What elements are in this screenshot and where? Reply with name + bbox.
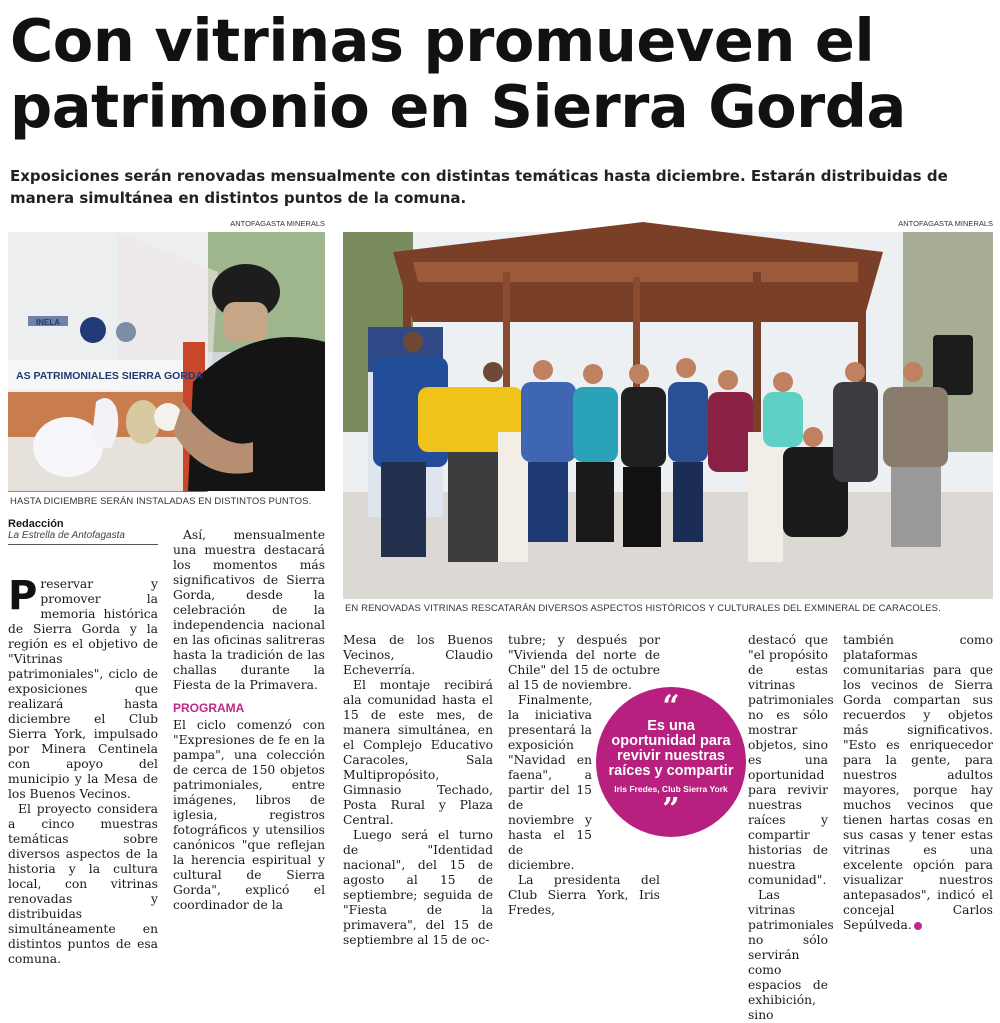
open-quote-mark: “ — [662, 689, 680, 724]
column-1-paragraph-1 — [8, 573, 158, 802]
article-column-6 — [843, 633, 993, 933]
sign-logo-text: INELA — [36, 318, 60, 327]
byline — [8, 518, 158, 545]
column-3-paragraph-1: Mesa de los Buenos Vecinos, Claudio Echeverría. — [343, 633, 493, 677]
column-2-paragraph-1: Así, mensualmente una muestra destacará los momentos más significativos de Sierra Gorda, desde la celebración de la independencia nacional en las oficinas salitreras hasta la tradición de las challas durante la Fiesta de la Primavera. — [173, 528, 325, 692]
column-1-paragraph-1-text: reservar y promover la memoria histórica de Sierra Gorda y la región es el objetivo de "Vitrinas patrimoniales", ciclo de exposiciones que realizará hasta diciembre el Club Sierra York, impulsado por Minera Centinela con apoyo del municipio y la Mesa de los Buenos Vecinos. — [8, 577, 158, 801]
photo-right-illustration — [343, 232, 993, 599]
column-4-paragraph-1: tubre; y después por "Vivienda del norte de Chile" del 15 de octubre al 15 de noviembre. — [508, 633, 660, 692]
photo-credit-right: ANTOFAGASTA MINERALS — [898, 219, 993, 228]
byline-name: Redacción — [8, 518, 64, 530]
pull-quote-author: Iris Fredes, Club Sierra York — [614, 784, 728, 794]
column-5-paragraph-1: destacó que "el propósito de estas vitrinas patrimoniales no es sólo mostrar objetos, sino es una oportunidad para revivir nuestras raíces y compartir historias de nuestra comunidad". — [748, 633, 834, 887]
pull-quote-text: Es una oportunidad para revivir nuestras raíces y compartir — [608, 718, 734, 779]
close-quote-mark: ” — [662, 792, 680, 827]
article-column-1 — [8, 573, 158, 967]
column-3-paragraph-3: Luego será el turno de "Identidad nacional", del 15 de agosto al 15 de septiembre; seguida de "Fiesta de la primavera", del 15 de septiembre al 15 de oc- — [343, 828, 493, 947]
column-6-paragraph-1 — [843, 633, 993, 933]
exhibit-sign-text: AS PATRIMONIALES SIERRA GORDA — [16, 370, 204, 382]
drop-cap: P — [8, 573, 38, 619]
pull-quote — [596, 687, 746, 837]
photo-left — [8, 232, 325, 491]
column-6-paragraph-1-text: también como plataformas comunitarias para que los vecinos de Sierra Gorda compartan sus recuerdos y objetos más significativos. "Esto es enriquecedor para la gente, para nuestros adultos mayores, porque hay muchos vecinos que tienen hartas cosas en sus casas y tener estas vitrinas es una excelente opción para visualizar nuestros antepasados", indicó el concejal Carlos Sepúlveda. — [843, 633, 993, 932]
photo-caption-right: EN RENOVADAS VITRINAS RESCATARÁN DIVERSOS ASPECTOS HISTÓRICOS Y CULTURALES DEL EXMINERAL DE CARACOLES. — [345, 603, 941, 614]
photo-right — [343, 232, 993, 599]
headline-line-2: patrimonio en Sierra Gorda — [10, 72, 906, 141]
photo-credit-left: ANTOFAGASTA MINERALS — [230, 219, 325, 228]
article-column-2 — [173, 528, 325, 913]
subheadline: Exposiciones serán renovadas mensualmente con distintas temáticas hasta diciembre. Estarán distribuidas de manera simultánea en distintos puntos de la comuna. — [10, 167, 948, 207]
byline-organization: La Estrella de Antofagasta — [8, 530, 125, 541]
column-4-paragraph-2: Finalmente, la iniciativa presentará la exposición "Navidad en faena", a partir del 15 de noviembre y hasta el 15 de diciembre. — [508, 693, 593, 872]
headline-line-1: Con vitrinas promueven el — [10, 6, 875, 75]
section-heading-programa: PROGRAMA — [173, 701, 245, 715]
column-2-paragraph-2: El ciclo comenzó con "Expresiones de fe en la pampa", una colección de cerca de 150 objetos patrimoniales, entre imágenes, libros de iglesia, registros fotográficos y utensilios canónicos "que reflejan la herencia espiritual y cultural de Sierra Gorda", explicó el coordinador de la — [173, 718, 325, 912]
article-column-3 — [343, 633, 493, 948]
headline — [10, 8, 990, 140]
column-3-paragraph-2: El montaje recibirá ala comunidad hasta el 15 de este mes, de manera simultánea, en el Complejo Educativo Caracoles, Sala Multipropósito, Gimnasio Techado, Posta Rural y Plaza Central. — [343, 678, 493, 827]
photo-left-illustration — [8, 232, 325, 491]
column-1-paragraph-2: El proyecto considera a cinco muestras temáticas sobre diversos aspectos de la historia y la cultura local, con vitrinas renovadas y distribuidas simultáneamente en distintos puntos de esa comuna. — [8, 802, 158, 966]
column-5-paragraph-2: Las vitrinas patrimoniales no sólo servirán como espacios de exhibición, sino — [748, 888, 834, 1022]
column-4-paragraph-3: La presidenta del Club Sierra York, Iris Fredes, — [508, 873, 660, 917]
end-of-article-mark — [914, 922, 922, 930]
photo-caption-left: HASTA DICIEMBRE SERÁN INSTALADAS EN DISTINTOS PUNTOS. — [10, 496, 312, 507]
